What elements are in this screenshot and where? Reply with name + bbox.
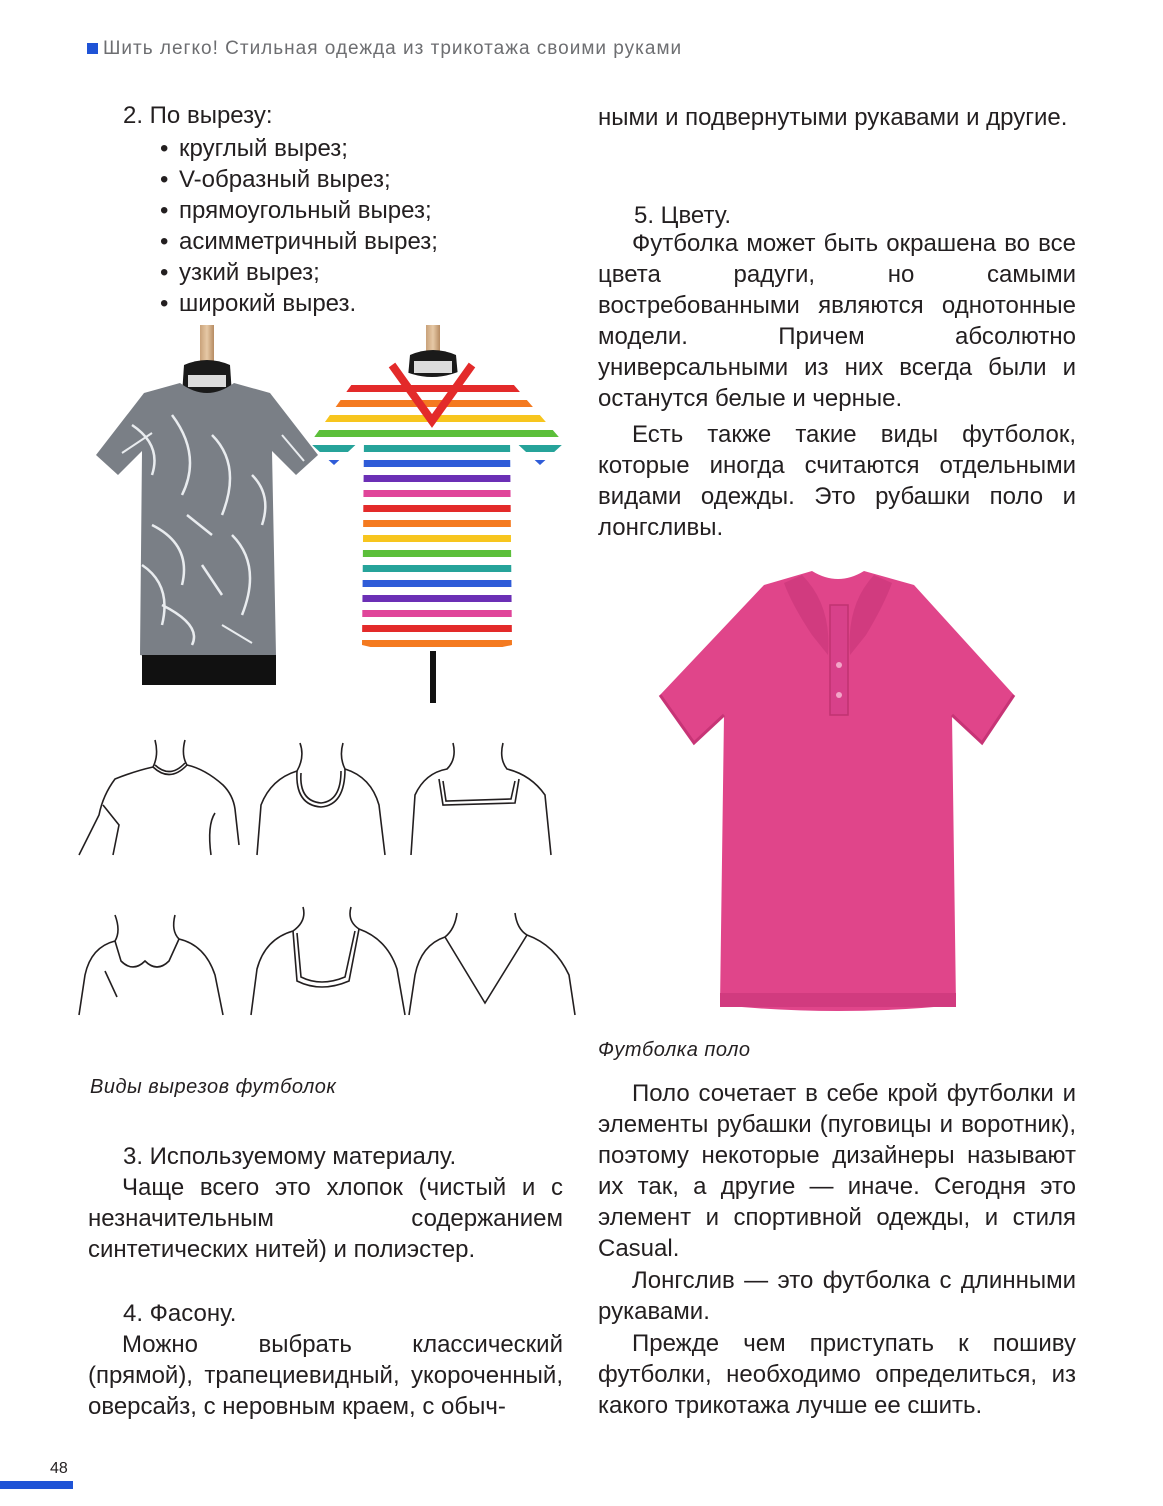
neckline-sketches (75, 735, 585, 1035)
sketch-round-neck (79, 740, 239, 855)
header-marker (87, 43, 98, 54)
section4-heading: 4. Фасону. (123, 1300, 237, 1327)
section5-paragraph-1: Футболка может быть окрашена во все цвета радуги, но самыми востребованными являются однотонные модели. Причем абсолютно универсальными из них всегда были и останутся белые и черные. (598, 230, 1076, 412)
section3-heading: 3. Используемому материалу. (123, 1143, 457, 1170)
section3-text: Чаще всего это хлопок (чистый и с незначительным содержанием синтетических нитей) и полиэстер. (88, 1174, 563, 1263)
page-number: 48 (50, 1460, 68, 1477)
list-item: • узкий вырез; (160, 257, 490, 288)
tshirts-photo (92, 325, 574, 703)
polo-paragraph: Поло сочетает в себе крой футболки и элементы рубашки (пуговицы и воротник), поэтому некоторые дизайнеры называют их так, а другие — иначе. Сегодня это элемент и спортивной одежды, и стиля Casual. (598, 1080, 1076, 1262)
list-item: • прямоугольный вырез; (160, 195, 490, 226)
sketch-scoop-neck (257, 743, 385, 855)
list-item: • асимметричный вырез; (160, 226, 490, 257)
section2-heading: 2. По вырезу: (123, 102, 273, 129)
polo-caption: Футболка поло (598, 1039, 751, 1061)
list-item: • круглый вырез; (160, 133, 490, 164)
sketch-v-neck (409, 913, 575, 1015)
continuation-text: ными и подвернутыми рукавами и другие. (598, 104, 1068, 131)
polo-shirt-photo (652, 565, 1024, 1015)
sketch-square-neck (411, 743, 551, 855)
list-item: • широкий вырез. (160, 288, 490, 319)
sketch-u-neck (251, 907, 405, 1015)
sketch-sweetheart-neck (79, 915, 223, 1015)
grey-tshirt-mannequin (96, 325, 318, 685)
closing-paragraph: Прежде чем приступать к пошиву футболки, необходимо определиться, из какого трикотажа лучше ее сшить. (598, 1330, 1076, 1419)
list-item: • V-образный вырез; (160, 164, 490, 195)
figure-caption: Виды вырезов футболок (90, 1076, 337, 1098)
page-number-bar (0, 1481, 73, 1489)
longsleeve-paragraph: Лонгслив — это футболка с длинными рукавами. (598, 1267, 1076, 1325)
running-header: Шить легко! Стильная одежда из трикотажа своими руками (103, 38, 683, 59)
neckline-list (160, 133, 490, 319)
section4-text: Можно выбрать классический (прямой), трапециевидный, укороченный, оверсайз, с неровным краем, с обыч- (88, 1331, 563, 1420)
section5-heading: 5. Цвету. (634, 202, 731, 229)
striped-tshirt-mannequin (302, 325, 572, 703)
section5-paragraph-2: Есть также такие виды футболок, которые иногда считаются отдельными видами одежды. Это рубашки поло и лонгсливы. (598, 421, 1076, 541)
